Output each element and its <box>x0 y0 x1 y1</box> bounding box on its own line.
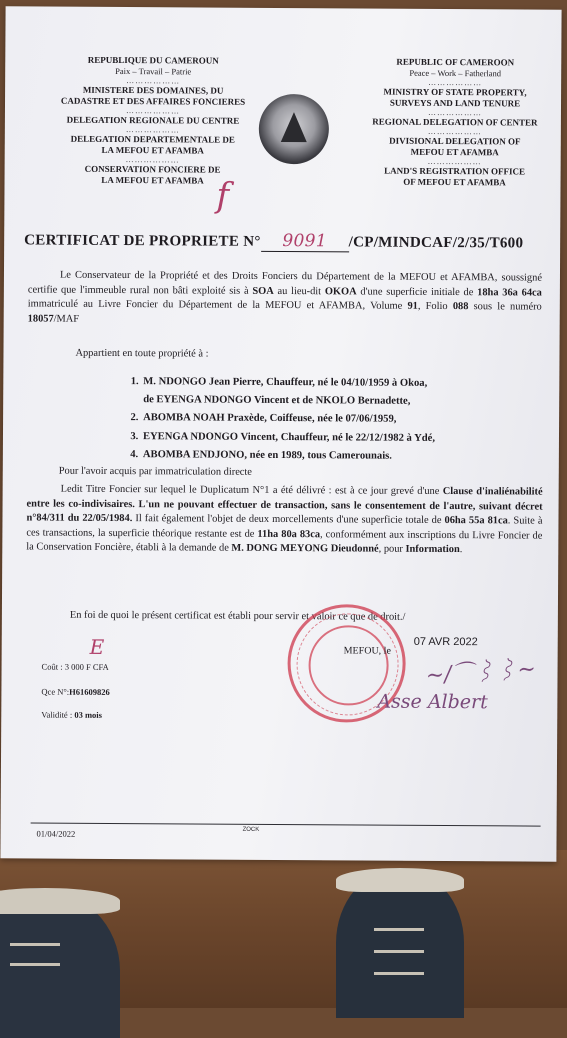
header-left <box>53 55 254 187</box>
shoe-lace <box>374 950 424 953</box>
title-suffix: /CP/MINDCAF/2/35/T600 <box>348 234 524 252</box>
ministry-en-line2: SURVEYS AND LAND TENURE <box>389 97 521 109</box>
text-segment: d'une superficie initiale de <box>356 286 478 298</box>
owner-line: ABOMBA NOAH Praxède, Coiffeuse, née le 07/06/1959, <box>143 412 397 426</box>
owner-item <box>141 410 435 430</box>
cost-label: Coût : 3 000 <box>41 661 84 672</box>
divisional-delegation-fr-line2: LA MEFOU ET AFAMBA <box>101 144 204 156</box>
dots-separator: ……………… <box>125 155 180 165</box>
cost-line <box>42 661 109 673</box>
registration-number: 18057 <box>27 313 54 325</box>
shoe-lace <box>10 963 60 966</box>
location-okoa: OKOA <box>324 285 357 298</box>
header-right <box>357 56 554 188</box>
footer-code: ZOCK <box>242 826 260 833</box>
registration-en-line2: OF MEFOU ET AFAMBA <box>403 176 506 188</box>
signature-scribble: ~∕⌒⌇⌇∼ <box>425 656 537 689</box>
right-shoe-sole <box>336 868 464 892</box>
dots-separator: ……………… <box>125 106 180 116</box>
owner-line: ABOMBA ENDJONO, née en 1989, tous Camerounais. <box>142 448 392 462</box>
registration-en-line1: LAND'S REGISTRATION OFFICE <box>384 165 526 177</box>
qce-label: Qce N°: <box>41 686 70 697</box>
owner-item <box>141 373 435 411</box>
conservation-fr-line2: LA MEFOU ET AFAMBA <box>101 174 204 186</box>
dots-separator: ……………… <box>125 125 180 135</box>
conservation-fr-line1: CONSERVATION FONCIERE DE <box>84 163 221 175</box>
shoe-lace <box>374 928 424 931</box>
place-label: MEFOU, le <box>343 645 391 657</box>
ministry-fr-line1: MINISTERE DES DOMAINES, DU <box>82 84 224 96</box>
handwritten-f-mark: f <box>216 175 230 216</box>
dots-separator: ……………… <box>427 107 482 118</box>
cameroon-emblem <box>259 94 329 164</box>
location-soa: SOA <box>252 285 274 297</box>
text-segment: sous le numéro <box>468 301 542 313</box>
validity-line <box>41 709 102 721</box>
republic-en: REPUBLIC OF CAMEROON <box>396 56 515 68</box>
owner-line: 1. M. NDONGO Jean Pierre, Chauffeur, né le 04/10/1959 à Okoa, <box>143 376 428 389</box>
certificate-document <box>0 6 561 861</box>
text-segment: . <box>459 544 463 556</box>
emblem-triangle-icon <box>281 112 307 142</box>
text-segment: Il fait également l'objet de deux morcellements d'une superficie totale de <box>132 513 445 527</box>
owner-item <box>141 428 435 448</box>
cost-currency: F CFA <box>85 661 109 672</box>
ministry-fr-line2: CADASTRE ET DES AFFAIRES FONCIERES <box>60 95 246 107</box>
dots-separator: ……………… <box>427 126 482 137</box>
subdivided-area: 06ha 55a 81ca <box>444 515 508 527</box>
left-shoe-sole <box>0 888 120 914</box>
remaining-area: 11ha 80a 83ca <box>257 528 321 541</box>
right-shoe <box>336 868 464 1018</box>
validity-value: 03 mois <box>74 709 102 720</box>
dots-separator: ……………… <box>427 156 482 167</box>
folio-number: 088 <box>452 301 469 313</box>
owner-line: de EYENGA NDONGO Vincent et de NKOLO Bernadette, <box>143 394 411 407</box>
text-segment: , Folio <box>417 301 453 313</box>
volume-number: 91 <box>407 300 418 313</box>
divisional-delegation-en-line1: DIVISIONAL DELEGATION OF <box>389 135 521 147</box>
shoe-lace <box>374 972 424 975</box>
text-segment: , conformément aux inscriptions du Livre Foncier de la Conservation Foncière, établi à la demande de <box>26 529 543 555</box>
handwritten-cost-mark: E <box>89 634 105 659</box>
initial-area: 18ha 36a 64ca <box>477 286 542 299</box>
stamp-date: 07 AVR 2022 <box>413 635 478 649</box>
motto-fr: Paix – Travail – Patrie <box>115 65 192 77</box>
owner-line: EYENGA NDONGO Vincent, Chauffeur, né le 22/12/1982 à Ydé, <box>142 430 436 444</box>
paragraph-property-description <box>28 268 542 330</box>
purpose: Information <box>405 544 460 556</box>
text-segment: /MAF <box>53 313 80 325</box>
divisional-delegation-en-line2: MEFOU ET AFAMBA <box>410 146 499 158</box>
regional-delegation-en: REGIONAL DELEGATION OF CENTER <box>372 116 538 128</box>
shoe-lace <box>10 943 60 946</box>
republic-fr: REPUBLIQUE DU CAMEROUN <box>87 54 219 66</box>
closing-statement: En foi de quoi le présent certificat est établi pour servir et valoir ce que de droit./ <box>69 609 406 623</box>
inalienability-clause: Clause d'inaliénabilité entre les co-indivisaires. L'un ne pouvant effectuer de transaction, sans le consentement de l'autre, suivant décret n°84/311 du 22/05/1984. <box>26 485 543 525</box>
appartient-heading: Appartient en toute propriété à : <box>75 347 209 360</box>
acquisition-note: Pour l'avoir acquis par immatriculation directe <box>58 465 252 478</box>
text-segment: , pour <box>378 543 406 556</box>
qce-value: H61609826 <box>69 686 110 697</box>
requester-name: M. DONG MEYONG Dieudonné <box>231 543 379 555</box>
text-segment: Le Conservateur de la Propriété et des Droits Fonciers du Département de la MEFOU et AFAMBA, soussigné certifie que l'immeuble rural non bâti exploité sis à <box>27 269 542 297</box>
divisional-delegation-fr-line1: DELEGATION DEPARTEMENTALE DE <box>70 133 235 145</box>
ministry-en-line1: MINISTRY OF STATE PROPERTY, <box>383 86 527 98</box>
motto-en: Peace – Work – Fatherland <box>409 67 502 79</box>
validity-label: Validité : <box>41 709 75 720</box>
certificate-number: 9091 <box>261 231 349 253</box>
text-segment: Ledit Titre Foncier sur lequel le Duplicatum N°1 a été délivré : est à ce jour grevé d'une <box>60 483 443 497</box>
text-segment: au lieu-dit <box>273 285 325 297</box>
certificate-title <box>24 229 523 253</box>
qce-line <box>41 686 109 698</box>
left-shoe <box>0 888 120 1038</box>
footer-date: 01/04/2022 <box>36 828 76 839</box>
dots-separator: ……………… <box>428 77 483 88</box>
text-segment: immatriculé au Livre Foncier du Département de la MEFOU et AFAMBA, Volume <box>27 298 408 312</box>
footer-rule <box>31 822 541 826</box>
paragraph-title-status <box>26 482 542 558</box>
owners-list <box>121 373 436 466</box>
text-segment: . Suite à ces transactions, la superficie théorique restante est de <box>26 515 543 540</box>
title-prefix: CERTIFICAT DE PROPRIETE N° <box>24 232 261 250</box>
regional-delegation-fr: DELEGATION REGIONALE DU CENTRE <box>66 114 240 126</box>
owner-item <box>141 446 435 466</box>
signature-name: Asse Albert <box>377 690 488 714</box>
dots-separator: ……………… <box>126 76 181 86</box>
